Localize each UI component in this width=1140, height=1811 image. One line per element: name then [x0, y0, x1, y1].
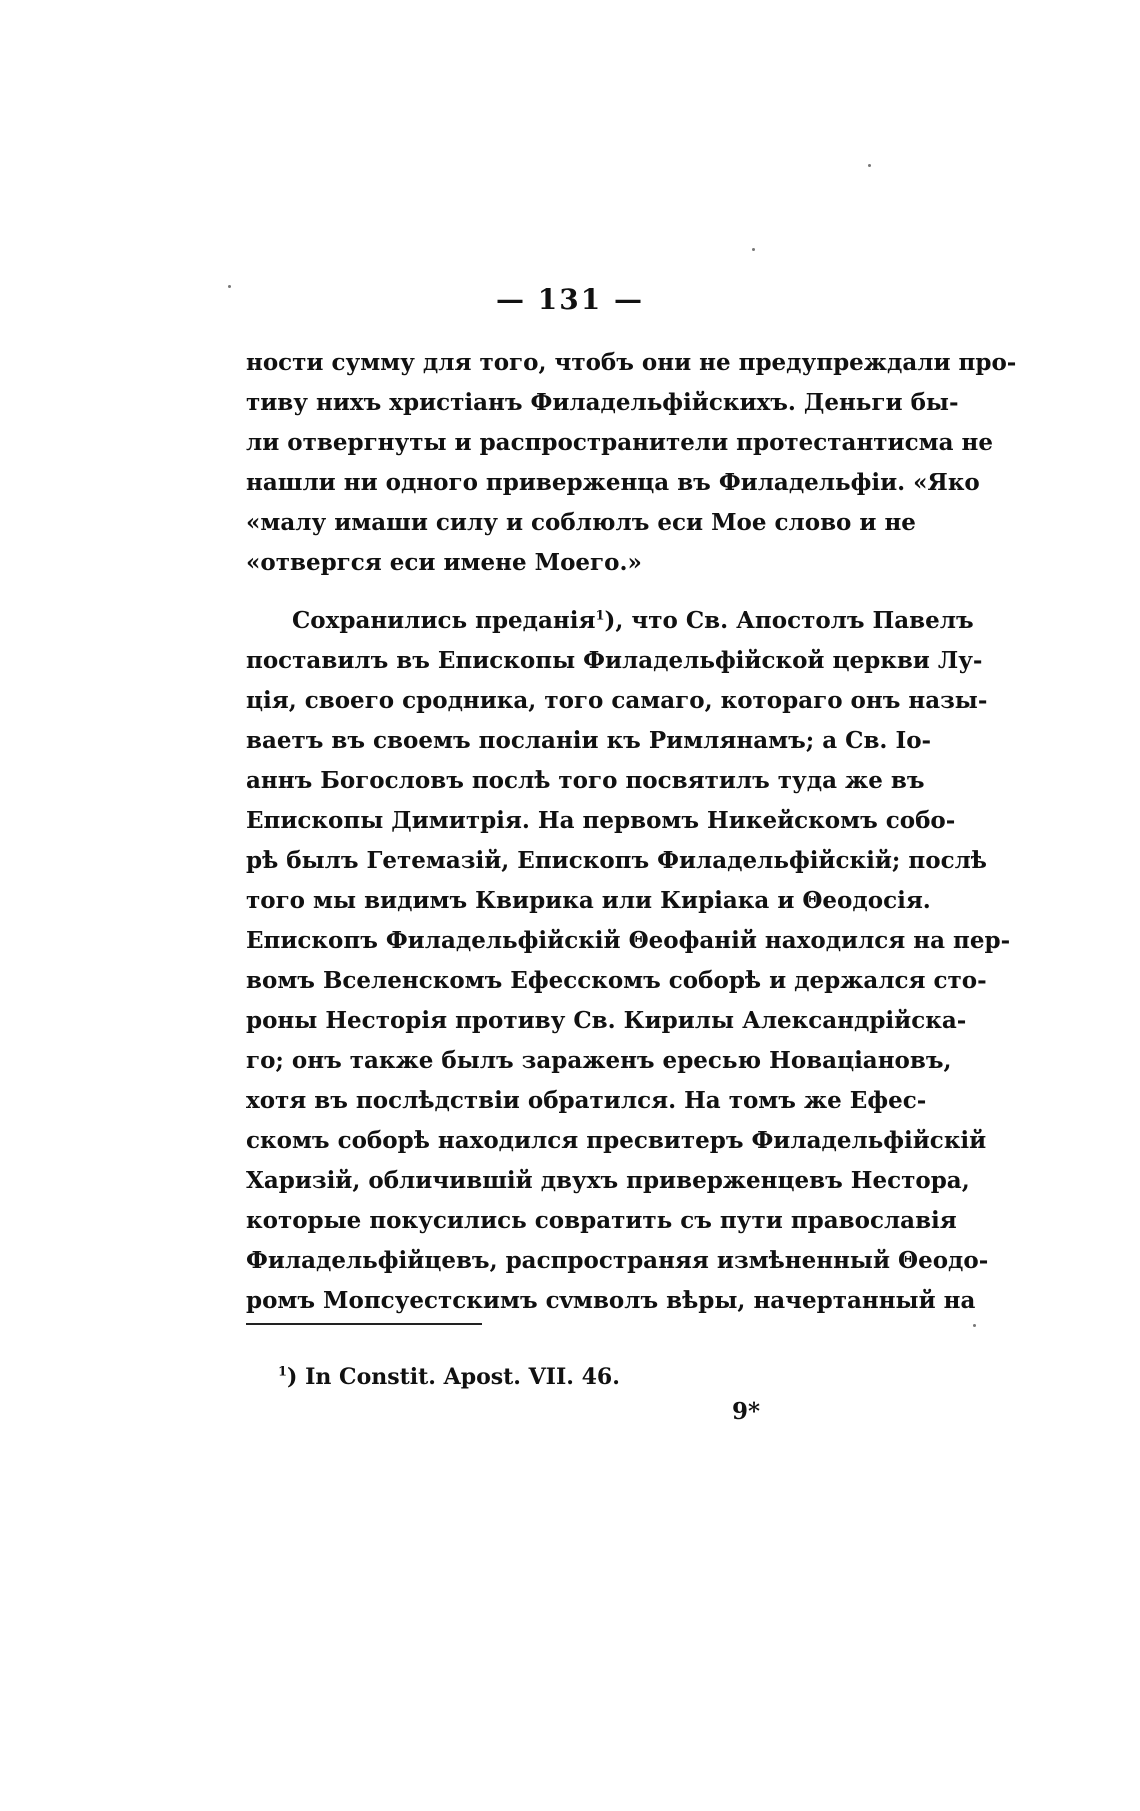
scan-speck — [973, 1324, 976, 1327]
scan-speck — [868, 164, 871, 167]
footnote-reference: 1 — [595, 608, 605, 624]
text-fragment: Сохранились преданія — [292, 607, 596, 634]
text-line: ваетъ въ своемъ посланіи къ Римлянамъ; а Св. Іо- — [246, 727, 932, 754]
text-line: «малу имаши силу и соблюлъ еси Мое слово и не — [246, 509, 916, 536]
text-fragment: ), что Св. Апостолъ Павелъ — [604, 607, 974, 634]
text-line: тиву нихъ христіанъ Филадельфійскихъ. Деньги бы- — [246, 389, 959, 416]
text-line: аннъ Богословъ послѣ того посвятилъ туда же въ — [246, 767, 925, 794]
text-line: которые покусились совратить съ пути православія — [246, 1207, 957, 1234]
text-line: ція, своего сродника, того самаго, котораго онъ назы- — [246, 687, 988, 714]
text-line: Епископы Димитрія. На первомъ Никейскомъ собо- — [246, 807, 956, 834]
footnote-text: ) In Constit. Apost. VII. 46. — [287, 1364, 620, 1390]
footnote — [278, 1364, 620, 1390]
text-line: Епископъ Филадельфійскій Θеофаній находился на пер- — [246, 927, 1011, 954]
text-line — [246, 601, 974, 641]
text-line: поставилъ въ Епископы Филадельфійской церкви Лу- — [246, 647, 983, 674]
text-line: роны Несторія противу Св. Кирилы Александрійска- — [246, 1007, 967, 1034]
text-line: того мы видимъ Квирика или Киріака и Θеодосія. — [246, 887, 931, 914]
body-text — [246, 343, 1017, 1321]
text-line: вомъ Вселенскомъ Ефесскомъ соборѣ и держался сто- — [246, 967, 987, 994]
text-line: Филадельфійцевъ, распространяя измѣненный Θеодо- — [246, 1247, 989, 1274]
text-line: ромъ Мопсуестскимъ сvмволъ вѣры, начертанный на — [246, 1287, 976, 1314]
text-line: ли отвергнуты и распространители протестантисма не — [246, 429, 993, 456]
paragraph-gap — [246, 583, 878, 601]
text-line: го; онъ также былъ зараженъ ересью Новаціановъ, — [246, 1047, 952, 1074]
text-line: «отвергся еси имене Моего.» — [246, 549, 642, 576]
text-line: рѣ былъ Гетемазій, Епископъ Филадельфійскій; послѣ — [246, 847, 987, 874]
footnote-divider — [246, 1323, 482, 1325]
text-line: Харизій, обличившій двухъ приверженцевъ Нестора, — [246, 1167, 970, 1194]
scan-speck — [752, 248, 755, 251]
text-line: хотя въ послѣдствіи обратился. На томъ же Ефес- — [246, 1087, 927, 1114]
text-line: нашли ни одного приверженца въ Филадельфіи. «Яко — [246, 469, 980, 496]
scan-speck — [228, 285, 231, 288]
page-number: — 131 — — [496, 283, 644, 316]
signature-mark: 9* — [732, 1398, 761, 1425]
text-line: скомъ соборѣ находился пресвитеръ Филадельфійскій — [246, 1127, 987, 1154]
text-line: ности сумму для того, чтобъ они не предупреждали про- — [246, 349, 1017, 376]
footnote-marker: 1 — [278, 1364, 288, 1380]
